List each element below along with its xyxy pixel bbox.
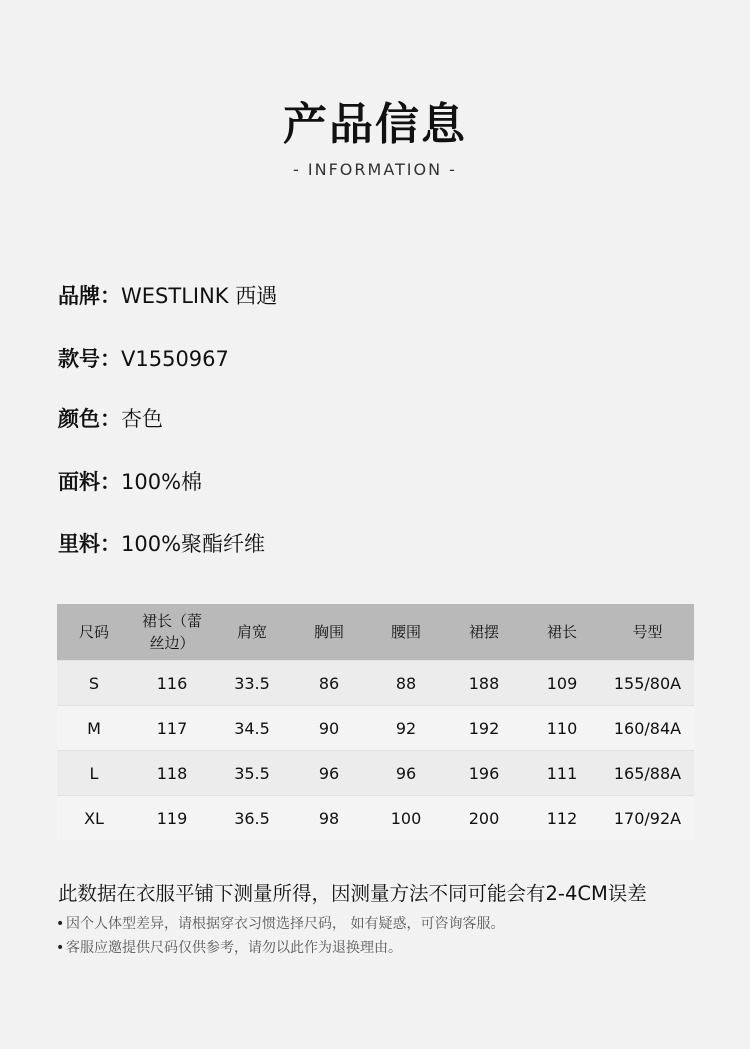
table-row	[57, 661, 694, 706]
info-value: V1550967	[121, 347, 229, 371]
info-fabric	[58, 466, 202, 496]
note-item	[56, 937, 402, 957]
table-cell: 160/84A	[601, 706, 694, 751]
table-cell: 98	[291, 796, 367, 841]
measurement-note-heading: 此数据在衣服平铺下测量所得，因测量方法不同可能会有2-4CM误差	[58, 882, 647, 905]
info-color	[58, 403, 163, 433]
column-header: 尺码	[57, 604, 131, 661]
column-header: 裙长	[523, 604, 601, 661]
info-label: 款号：	[58, 347, 121, 371]
note-text: 客服应邀提供尺码仅供参考，请勿以此作为退换理由。	[66, 940, 402, 956]
table-cell: 90	[291, 706, 367, 751]
info-label: 颜色：	[58, 407, 121, 431]
table-cell: 111	[523, 751, 601, 796]
table-cell: 33.5	[213, 661, 291, 706]
info-label: 里料：	[58, 532, 121, 556]
table-cell: 116	[131, 661, 213, 706]
table-cell: 118	[131, 751, 213, 796]
table-cell: 110	[523, 706, 601, 751]
info-style-number	[58, 343, 229, 373]
column-header: 肩宽	[213, 604, 291, 661]
table-cell: 35.5	[213, 751, 291, 796]
info-value: 100%聚酯纤维	[121, 532, 266, 556]
column-header: 裙长（蕾丝边）	[131, 604, 213, 661]
column-header: 胸围	[291, 604, 367, 661]
table-cell: 170/92A	[601, 796, 694, 841]
column-header: 号型	[601, 604, 694, 661]
info-value: WESTLINK 西遇	[121, 284, 278, 308]
table-cell: XL	[57, 796, 131, 841]
note-text: 因个人体型差异，请根据穿衣习惯选择尺码， 如有疑惑，可咨询客服。	[66, 916, 505, 932]
info-value: 100%棉	[121, 470, 203, 494]
table-cell: M	[57, 706, 131, 751]
info-label: 面料：	[58, 470, 121, 494]
bullet-icon: •	[56, 916, 65, 932]
table-cell: 165/88A	[601, 751, 694, 796]
page-subtitle: - INFORMATION -	[293, 160, 457, 179]
column-header: 腰围	[367, 604, 445, 661]
column-header: 裙摆	[445, 604, 523, 661]
table-cell: 200	[445, 796, 523, 841]
table-cell: 196	[445, 751, 523, 796]
table-cell: 112	[523, 796, 601, 841]
table-cell: 100	[367, 796, 445, 841]
info-brand	[58, 280, 277, 310]
table-cell: 92	[367, 706, 445, 751]
table-cell: L	[57, 751, 131, 796]
size-table-header	[57, 604, 694, 661]
table-cell: 155/80A	[601, 661, 694, 706]
table-cell: 188	[445, 661, 523, 706]
info-value: 杏色	[121, 407, 163, 431]
table-cell: 88	[367, 661, 445, 706]
table-cell: 36.5	[213, 796, 291, 841]
table-cell: 119	[131, 796, 213, 841]
table-cell: 96	[367, 751, 445, 796]
bullet-icon: •	[56, 940, 65, 956]
note-item	[56, 913, 504, 933]
table-cell: 192	[445, 706, 523, 751]
table-row	[57, 751, 694, 796]
page-title: 产品信息	[283, 99, 467, 150]
table-cell: 96	[291, 751, 367, 796]
table-cell: 34.5	[213, 706, 291, 751]
table-row	[57, 796, 694, 841]
size-table	[57, 604, 694, 840]
table-cell: 117	[131, 706, 213, 751]
table-row	[57, 706, 694, 751]
table-cell: S	[57, 661, 131, 706]
table-cell: 109	[523, 661, 601, 706]
info-lining	[58, 528, 265, 558]
info-label: 品牌：	[58, 284, 121, 308]
table-cell: 86	[291, 661, 367, 706]
